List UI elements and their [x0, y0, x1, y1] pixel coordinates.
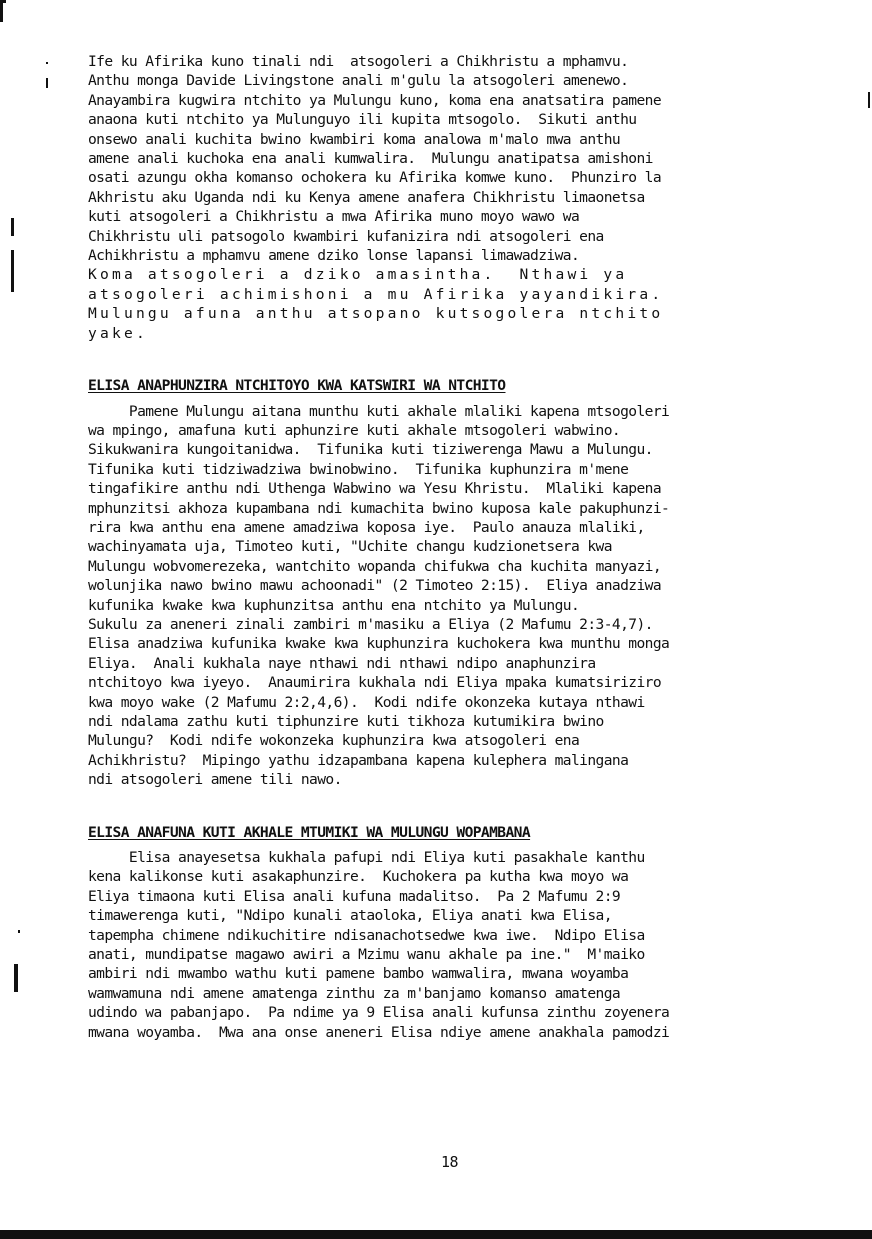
- text-line: Sukulu za aneneri zinali zambiri m'masiku a Eliya (2 Mafumu 2:3-4,7).: [88, 615, 653, 633]
- page-body: [88, 52, 808, 1042]
- text-line: Eliya. Anali kukhala naye nthawi ndi nthawi ndipo anaphunzira: [88, 654, 596, 672]
- text-line: Anayambira kugwira ntchito ya Mulungu kuno, koma ena anatsatira pamene: [88, 91, 662, 109]
- text-line: tapempha chimene ndikuchitire ndisanachotsedwe kwa iwe. Ndipo Elisa: [88, 926, 645, 944]
- text-line: wolunjika nawo bwino mawu achoonadi" (2 Timoteo 2:15). Eliya anadziwa: [88, 577, 662, 595]
- text-line: ambiri ndi mwambo wathu kuti pamene bambo wamwalira, mwana woyamba: [88, 965, 629, 983]
- scan-artifact: [11, 250, 14, 292]
- text-line: kufunika kwake kwa kuphunzitsa anthu ena ntchito ya Mulungu.: [88, 596, 580, 614]
- text-line: Akhristu aku Uganda ndi ku Kenya amene anafera Chikhristu limaonetsa: [88, 188, 645, 206]
- text-line: mwana woyamba. Mwa ana onse aneneri Elisa ndiye amene anakhala pamodzi: [88, 1023, 670, 1041]
- text-line: Chikhristu uli patsogolo kwambiri kufanizira ndi atsogoleri ena: [88, 227, 604, 245]
- text-line: osati azungu okha komanso ochokera ku Afirika komwe kuno. Phunziro la: [88, 169, 662, 187]
- scan-artifact: [0, 0, 3, 22]
- text-line: Elisa anadziwa kufunika kwake kwa kuphunzira kuchokera kwa munthu monga: [88, 635, 670, 653]
- text-line: kwa moyo wake (2 Mafumu 2:2,4,6). Kodi ndife okonzeka kutaya nthawi: [88, 693, 645, 711]
- text-line: rira kwa anthu ena amene amadziwa koposa iye. Paulo anauza mlaliki,: [88, 518, 645, 536]
- text-line: anati, mundipatse magawo awiri a Mzimu wanu akhale pa ine." M'maiko: [88, 946, 645, 964]
- text-line: timawerenga kuti, "Ndipo kunali ataoloka, Eliya anati kwa Elisa,: [88, 907, 612, 925]
- text-line: wa mpingo, amafuna kuti aphunzire kuti akhale mtsogoleri wabwino.: [88, 421, 621, 439]
- text-line: ntchitoyo kwa iyeyo. Anaumirira kukhala ndi Eliya mpaka kumatsiriziro: [88, 674, 662, 692]
- text-line: mphunzitsi akhoza kupambana ndi kumachita bwino kuposa kale pakuphunzi-: [88, 499, 670, 517]
- text-line: Ife ku Afirika kuno tinali ndi atsogoleri a Chikhristu a mphamvu.: [88, 53, 629, 70]
- text-line: Elisa anayesetsa kukhala pafupi ndi Eliya kuti pasakhale kanthu: [88, 849, 645, 867]
- scan-artifact: [14, 964, 18, 992]
- text-line: Mulungu? Kodi ndife wokonzeka kuphunzira kwa atsogoleri ena: [88, 732, 580, 750]
- section-heading: ELISA ANAPHUNZIRA NTCHITOYO KWA KATSWIRI WA NTCHITO: [88, 377, 506, 395]
- text-line: Achikhristu a mphamvu amene dziko lonse lapansi limawadziwa.: [88, 247, 580, 265]
- text-line: kuti atsogoleri a Chikhristu a mwa Afirika muno moyo wawo wa: [88, 208, 580, 226]
- section-heading: ELISA ANAFUNA KUTI AKHALE MTUMIKI WA MULUNGU WOPAMBANA: [88, 823, 531, 841]
- text-line: Achikhristu? Mipingo yathu idzapambana kapena kulephera malingana: [88, 751, 629, 769]
- text-line: anaona kuti ntchito ya Mulunguyo ili kupita mtsogolo. Sikuti anthu: [88, 111, 637, 129]
- text-line: tingafikire anthu ndi Uthenga Wabwino wa Yesu Khristu. Mlaliki kapena: [88, 480, 662, 498]
- text-line: Pamene Mulungu aitana munthu kuti akhale mlaliki kapena mtsogoleri: [88, 402, 670, 420]
- text-line: onsewo anali kuchita bwino kwambiri koma analowa m'malo mwa anthu: [88, 130, 621, 148]
- intro-paragraph: [88, 52, 808, 343]
- text-line: Eliya timaona kuti Elisa anali kufuna madalitso. Pa 2 Mafumu 2:9: [88, 887, 621, 905]
- section-2-paragraph: [88, 848, 808, 1042]
- text-line: wachinyamata uja, Timoteo kuti, "Uchite changu kudzionetsera kwa: [88, 538, 612, 556]
- text-line: yake.: [88, 324, 148, 342]
- scan-artifact: [868, 92, 870, 108]
- text-line: udindo wa pabanjapo. Pa ndime ya 9 Elisa anali kufunsa zinthu zoyenera: [88, 1004, 670, 1022]
- section-1-paragraph: [88, 402, 808, 790]
- text-line: Tifunika kuti tidziwadziwa bwinobwino. Tifunika kuphunzira m'mene: [88, 460, 629, 478]
- text-line: ndi atsogoleri amene tili nawo.: [88, 771, 342, 789]
- scan-artifact: [0, 0, 6, 3]
- text-line: Koma atsogoleri a dziko amasintha. Nthawi ya: [88, 266, 628, 284]
- text-line: Mulungu afuna anthu atsopano kutsogolera ntchito: [88, 305, 664, 323]
- scan-artifact: [46, 62, 48, 64]
- text-line: wamwamuna ndi amene amatenga zinthu za m'banjamo komanso amatenga: [88, 984, 621, 1002]
- text-line: Sikukwanira kungoitanidwa. Tifunika kuti tiziwerenga Mawu a Mulungu.: [88, 441, 653, 459]
- scan-artifact: [11, 218, 14, 236]
- scan-border: [0, 1230, 872, 1239]
- text-line: Anthu monga Davide Livingstone anali m'gulu la atsogoleri amenewo.: [88, 72, 629, 90]
- text-line: atsogoleri achimishoni a mu Afirika yayandikira.: [88, 285, 664, 303]
- scan-artifact: [18, 930, 20, 933]
- text-line: Mulungu wobvomerezeka, wantchito wopanda chifukwa cha kuchita manyazi,: [88, 557, 662, 575]
- page-number: 18: [441, 1153, 459, 1171]
- text-line: ndi ndalama zathu kuti tiphunzire kuti tikhoza kutumikira bwino: [88, 713, 604, 730]
- text-line: kena kalikonse kuti asakaphunzire. Kuchokera pa kutha kwa moyo wa: [88, 868, 629, 886]
- text-line: amene anali kuchoka ena anali kumwalira. Mulungu anatipatsa amishoni: [88, 150, 653, 168]
- scan-artifact: [46, 78, 48, 88]
